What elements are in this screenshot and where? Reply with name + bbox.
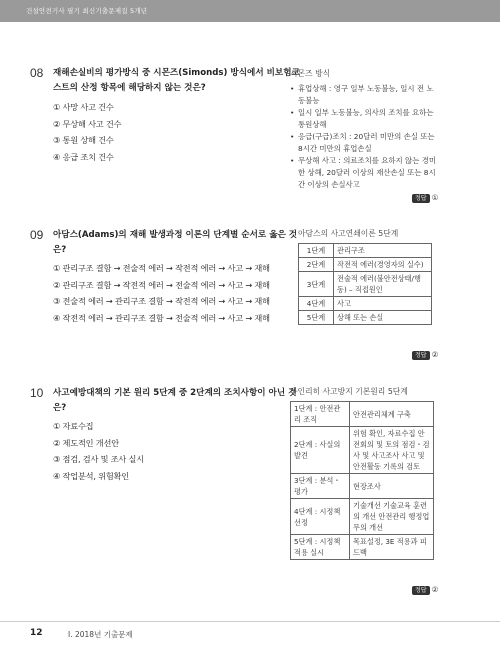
- option-4[interactable]: ④ 작전적 에러 → 관리구조 결함 → 전술적 에러 → 사고 → 재해: [53, 312, 270, 323]
- answer-label: 정답: [412, 351, 430, 360]
- table-cell: 4단계: [299, 297, 334, 311]
- explanation-q10: [290, 386, 434, 560]
- answer-label: 정답: [412, 194, 430, 203]
- page-header: [0, 0, 500, 22]
- table-cell: 안전관리체계 구축: [350, 402, 434, 427]
- question-text: 아담스(Adams)의 재해 발생과정 이론의 단계별 순서로 옳은 것은?: [53, 230, 298, 255]
- footer-divider: [0, 621, 500, 622]
- question-text: 사고예방대책의 기본 원리 5단계 중 2단계의 조치사항이 아닌 것은?: [53, 388, 297, 413]
- answer-q9: [412, 350, 438, 360]
- footer-section: Ⅰ. 2018년 기출문제: [68, 630, 133, 639]
- table-cell: 관리구조: [334, 244, 432, 258]
- question-number: 09: [30, 228, 44, 242]
- explanation-q8: [290, 68, 440, 191]
- table-cell: 5단계 : 시정책 적용 실시: [291, 535, 350, 560]
- question-text: 재해손실비의 평가방식 중 시몬즈(Simonds) 방식에서 비보험코스트의 산정 항목에 해당하지 않는 것은?: [53, 68, 300, 93]
- table-cell: 위험 확인, 자료수집 안전회의 및 토의 점검・검사 및 사고조사 사고 및 안전활동 기록의 검토: [350, 427, 434, 474]
- table-cell: 3단계 : 분석・평가: [291, 474, 350, 499]
- header-title: 건설안전기사 필기 최신기출문제집 5개년: [26, 7, 148, 15]
- table-cell: 전술적 에러(불안전상태/행동) – 직접원인: [334, 272, 432, 297]
- option-list: [53, 419, 144, 485]
- explanation-item: • 일시 일부 노동불능, 의사의 조치를 요하는 통원상해: [290, 107, 440, 131]
- explanation-title: 아담스의 사고연쇄이론 5단계: [298, 229, 399, 238]
- table-cell: 기술개선 기술교육 훈련의 개선 안전관리 행정업무의 개선: [350, 499, 434, 535]
- explanation-q9: [298, 228, 432, 325]
- option-2[interactable]: ② 제도적인 개선안: [53, 437, 119, 448]
- option-4[interactable]: ④ 응급 조치 건수: [53, 151, 114, 162]
- option-4[interactable]: ④ 작업분석, 위험확인: [53, 470, 130, 481]
- table-cell: 2단계 : 사실의 발견: [291, 427, 350, 474]
- answer-q8: [412, 193, 438, 203]
- explanation-item: • 무상해 사고 : 의료조치를 요하지 않는 경미한 상해, 20달러 이상의 재산손실 또는 8시간 이상의 손실사고: [290, 155, 440, 191]
- option-list: [53, 261, 270, 327]
- answer-q10: [412, 585, 438, 595]
- page-number: 12: [30, 628, 43, 638]
- explanation-item: • 응급(구급)조치 : 20달러 미만의 손실 또는 8시간 미만의 휴업손실: [290, 131, 440, 155]
- option-2[interactable]: ② 관리구조 결함 → 작전적 에러 → 전술적 에러 → 사고 → 재해: [53, 279, 270, 290]
- option-list: [53, 100, 121, 166]
- table-cell: 5단계: [299, 311, 334, 325]
- answer-value: ②: [431, 350, 439, 359]
- option-2[interactable]: ② 무상해 사고 건수: [53, 118, 122, 129]
- table-cell: 1단계: [299, 244, 334, 258]
- explanation-title: 시몬즈 방식: [290, 69, 331, 78]
- explanation-title: 하인리히 사고방지 기본원리 5단계: [290, 387, 408, 396]
- explanation-item: • 휴업상해 : 영구 일부 노동불능, 일시 전 노동불능: [290, 83, 440, 107]
- table-cell: 1단계 : 안전관리 조직: [291, 402, 350, 427]
- explanation-table: [298, 243, 432, 325]
- table-cell: 상해 또는 손실: [334, 311, 432, 325]
- table-cell: 현장조사: [350, 474, 434, 499]
- table-cell: 4단계 : 시정책 선정: [291, 499, 350, 535]
- option-3[interactable]: ③ 전술적 에러 → 관리구조 결함 → 작전적 에러 → 사고 → 재해: [53, 296, 270, 307]
- answer-value: ②: [431, 585, 439, 594]
- table-cell: 작전적 에러(경영자의 실수): [334, 258, 432, 272]
- question-number: 10: [30, 386, 44, 400]
- option-1[interactable]: ① 자료수집: [53, 421, 94, 431]
- option-3[interactable]: ③ 통원 상해 건수: [53, 135, 114, 146]
- table-cell: 2단계: [299, 258, 334, 272]
- table-cell: 사고: [334, 297, 432, 311]
- explanation-table: [290, 401, 434, 560]
- option-1[interactable]: ① 관리구조 결함 → 전술적 에러 → 작전적 에러 → 사고 → 재해: [53, 263, 270, 273]
- table-cell: 3단계: [299, 272, 334, 297]
- option-3[interactable]: ③ 점검, 검사 및 조사 실시: [53, 454, 144, 465]
- question-number: 08: [30, 66, 44, 80]
- option-1[interactable]: ① 사망 사고 건수: [53, 102, 114, 112]
- table-cell: 목표설정, 3E 적용과 피드백: [350, 535, 434, 560]
- answer-value: ①: [431, 193, 439, 202]
- answer-label: 정답: [412, 586, 430, 595]
